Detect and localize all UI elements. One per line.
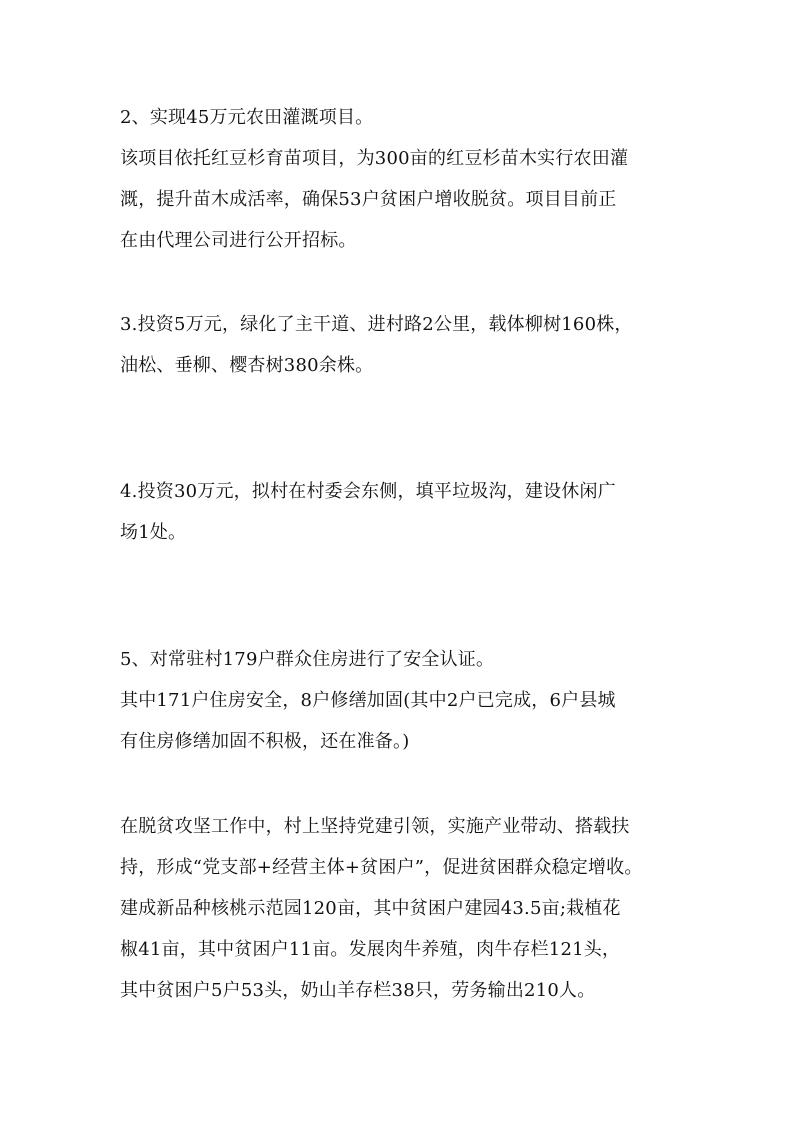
summary-line-4: 椒41亩，其中贫困户11亩。发展肉牛养殖，肉牛存栏121头，: [120, 939, 621, 960]
section-4-line-1: 4.投资30万元，拟村在村委会东侧，填平垃圾沟，建设休闲广: [120, 481, 616, 502]
section-5-heading: 5、对常驻村179户群众住房进行了安全认证。: [120, 649, 495, 670]
summary-line-2: 持，形成“党支部+经营主体+贫困户”，促进贫困群众稳定增收。: [120, 857, 643, 878]
section-5-line-1: 其中171户住房安全，8户修缮加固(其中2户已完成，6户县城: [120, 690, 616, 711]
section-3-line-2: 油松、垂柳、樱杏树380余株。: [120, 355, 374, 376]
summary-line-1: 在脱贫攻坚工作中，村上坚持党建引领，实施产业带动、搭载扶: [120, 816, 630, 837]
summary-line-3: 建成新品种核桃示范园120亩，其中贫困户建园43.5亩;栽植花: [120, 898, 621, 919]
section-2-heading: 2、实现45万元农田灌溉项目。: [120, 107, 374, 128]
section-2-line-3: 在由代理公司进行公开招标。: [120, 230, 357, 251]
section-2-line-1: 该项目依托红豆杉育苗项目，为300亩的红豆杉苗木实行农田灌: [120, 148, 629, 169]
section-2-line-2: 溉，提升苗木成活率，确保53户贫困户增收脱贫。项目目前正: [120, 189, 617, 210]
section-5-line-2: 有住房修缮加固不积极，还在准备。): [120, 731, 410, 752]
summary-line-5: 其中贫困户5户53头，奶山羊存栏38只，劳务输出210人。: [120, 980, 596, 1001]
section-3-line-1: 3.投资5万元，绿化了主干道、进村路2公里，载体柳树160株，: [120, 314, 633, 335]
section-4-line-2: 场1处。: [120, 522, 187, 543]
